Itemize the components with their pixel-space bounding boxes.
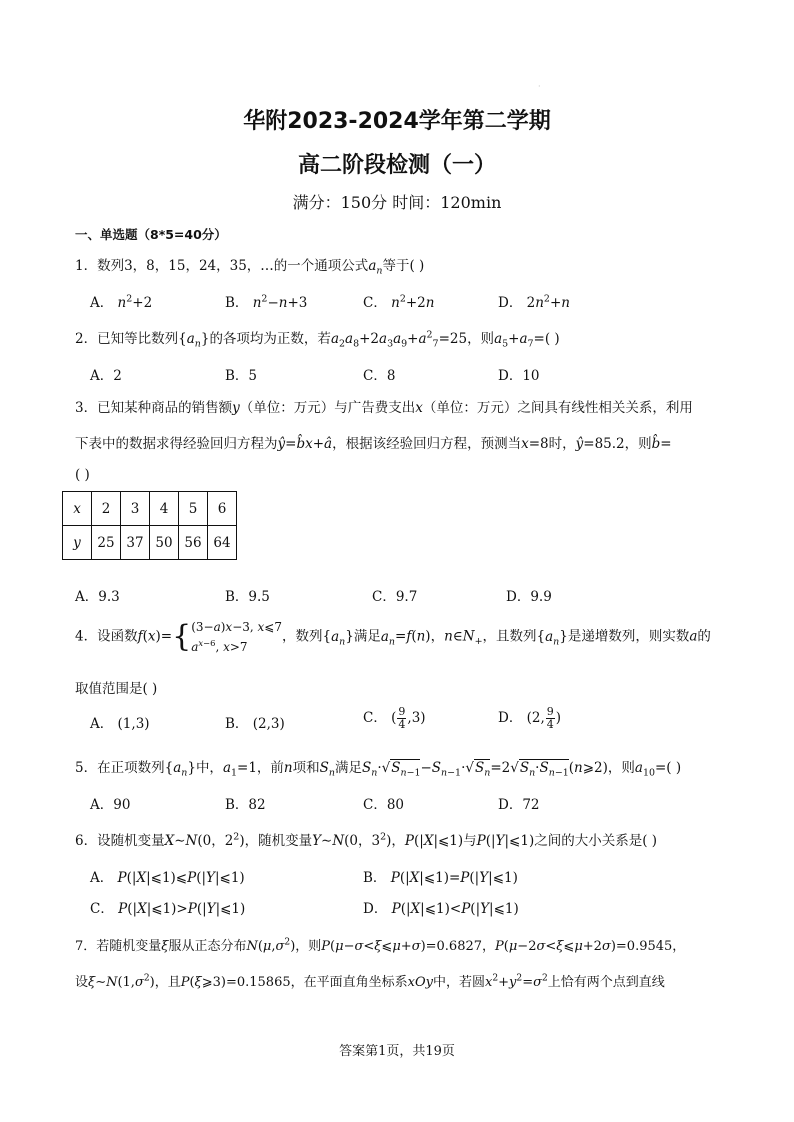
question-3-paren: ( ) [75,467,90,483]
question-2: 2．已知等比数列$\{a_n\}$的各项均为正数，若$a_2a_8+2a_3a_9+a^2_7=25$，则$a_5+a_7=$( ) [75,329,560,350]
q2-option-d: D．10 [498,368,540,384]
question-7-line1: 7．若随机变量ξ服从正态分布$N(\mu,\sigma^2)$，则P(μ−σ<ξ⩽μ+σ)=0.6827，P(μ−2σ<ξ⩽μ+2σ)=0.9545， [75,937,686,954]
table-cell: 2 [92,492,121,526]
table-cell: x [63,492,92,526]
table-cell: 25 [92,526,121,560]
score-time-line: 满分：150分 时间：120min [292,193,502,212]
q1-option-d: D． $2n^2+n$ [498,293,570,311]
table-cell: 37 [121,526,150,560]
exam-title: 华附2023-2024学年第二学期 [243,109,551,134]
table-cell: 4 [150,492,179,526]
q3-option-a: A．9.3 [75,589,120,605]
question-3-line2: 下表中的数据求得经验回归方程为ŷ=b̂x+â，根据该经验回归方程，预测当x=8时，ŷ=85.2，则b̂= [75,436,672,452]
exam-subtitle: 高二阶段检测（一） [297,153,496,178]
table-cell: 5 [179,492,208,526]
table-cell: 6 [208,492,237,526]
table-cell: y [63,526,92,560]
question-1: 1．数列3，8，15，24，35，…的一个通项公式$a_n$等于( ) [75,258,425,277]
question-4-line2: 取值范围是( ) [75,681,158,697]
q4-option-a: A． (1,3) [90,716,150,732]
table-cell: 56 [179,526,208,560]
q1-option-c: C． $n^2+2n$ [363,293,435,311]
q1-option-b: B． $n^2-n+3$ [225,293,308,311]
q2-option-b: B．5 [225,368,258,384]
table-row [63,526,237,560]
question-3-line1: 3．已知某种商品的销售额y（单位：万元）与广告费支出x（单位：万元）之间具有线性相关关系，利用 [75,400,693,416]
q5-option-b: B．82 [225,797,266,813]
question-6: 6．设随机变量X∼N(0，$2^2$)，随机变量Y∼N(0，$3^2$)，P(|X|⩽1)与P(|Y|⩽1)之间的大小关系是( ) [75,831,658,849]
page-footer: 答案第1页，共19页 [339,1044,455,1059]
table-row [63,492,237,526]
q6-option-c: C． P(|X|⩽1)>P(|Y|⩽1) [90,901,246,917]
q4-option-d: D． (2, $\frac{9}{4}$ ) [498,705,562,731]
data-table [62,491,237,560]
q5-option-a: A．90 [90,797,131,813]
q4-option-b: B． (2,3) [225,716,285,732]
q5-option-d: D．72 [498,797,540,813]
question-5: 5．在正项数列$\{a_n\}$中，$a_1=1$，前n项和$S_n$满足$S_n\cdot√S_{n-1}-S_{n-1}\cdot√S_n=2√S_n\cdot S_{n-1}(n⩾2)$，则$a_{10}=$( ) [75,760,682,779]
table-cell: 50 [150,526,179,560]
q2-option-c: C．8 [363,368,396,384]
q6-option-b: B． P(|X|⩽1)=P(|Y|⩽1) [363,870,518,886]
q6-option-d: D． P(|X|⩽1)<P(|Y|⩽1) [363,901,519,917]
q4-option-c: C． ( $\frac{9}{4}$ ,3) [363,705,426,731]
q2-option-a: A．2 [90,368,122,384]
scan-dot: · [538,82,541,91]
q1-option-a: A． $n^2+2$ [90,293,153,311]
q3-option-c: C．9.7 [372,589,418,605]
table-cell: 64 [208,526,237,560]
q5-option-c: C．80 [363,797,405,813]
q3-option-d: D．9.9 [506,589,552,605]
question-7-line2: 设$\xi\sim N(1,\sigma^2)$，且P(ξ⩾3)=0.15865，在平面直角坐标系xOy中，若圆$x^2+y^2=\sigma^2$上恰有两个点到直线 [75,973,665,990]
question-4-line1: 4．设函数f(x)={ (3−a)x−3, x⩽7 $a^{x-6}$, x>7 ，数列$\{a_n\}$满足$a_n=f(n)$，$n\in N_+$，且数列$\{a_n\}$是递增数列，则实数a的 [75,619,711,654]
q3-option-b: B．9.5 [225,589,270,605]
table-cell: 3 [121,492,150,526]
section-heading: 一、单选题（8*5=40分） [75,227,227,242]
q6-option-a: A． P(|X|⩽1)⩽P(|Y|⩽1) [90,870,245,886]
